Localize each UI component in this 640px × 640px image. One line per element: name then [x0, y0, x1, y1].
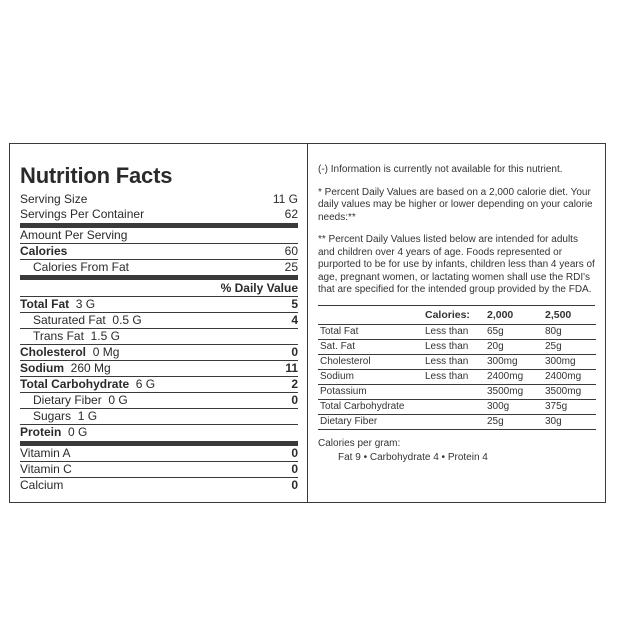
servings-label: Servings Per Container — [20, 207, 145, 221]
vitamin-name: Calcium — [20, 478, 64, 492]
calories-from-fat-label: Calories From Fat — [33, 260, 130, 274]
divider — [20, 275, 298, 280]
table-cell: Less than — [423, 354, 485, 369]
nutrient-name: Total Fat — [20, 297, 70, 311]
calories-from-fat-row — [20, 260, 298, 275]
serving-size-value: 11 G — [272, 192, 298, 206]
nutrient-name: Cholesterol — [20, 345, 87, 359]
table-cell: Less than — [423, 339, 485, 354]
daily-value-header — [20, 281, 298, 296]
nutrient-row — [20, 425, 298, 440]
table-cell: Cholesterol — [318, 354, 423, 369]
table-cell: Sodium — [318, 369, 423, 384]
nutrient-name: Sodium — [20, 361, 64, 375]
table-row — [318, 339, 596, 354]
percent-dv-note: * Percent Daily Values are based on a 2,000 calorie diet. Your daily values may be higher or lower depending on your calorie needs:** — [318, 186, 593, 223]
table-cell: 300g — [485, 399, 543, 414]
table-cell — [423, 399, 485, 414]
table-cell: 2400mg — [485, 369, 543, 384]
nutrient-row — [20, 361, 298, 376]
dv-listed-note: ** Percent Daily Values listed below are intended for adults and children over 4 years of age. Foods represented or purported to be for use by infants, children less than 4 years of age, pregnant women, or lactating women shall use the RDI's that are specified for the intended group provided by the FDA. — [318, 234, 595, 295]
nutrient-row — [20, 409, 298, 424]
nutrient-amount: 1 G — [77, 409, 98, 423]
nutrient-amount: 0 G — [68, 425, 88, 439]
nutrient-amount: 0 Mg — [92, 345, 120, 359]
vitamin-row — [20, 446, 298, 461]
nutrient-amount: 0.5 G — [112, 313, 142, 327]
table-header-cell: Calories: — [425, 308, 470, 321]
table-row — [318, 324, 596, 339]
nutrient-row — [20, 313, 298, 328]
nutrient-name: Dietary Fiber — [33, 393, 102, 407]
servings-value: 62 — [284, 207, 298, 221]
nutrient-row — [20, 377, 298, 392]
table-cell: 20g — [485, 339, 543, 354]
calories-row — [20, 244, 298, 259]
amount-per-serving-label: Amount Per Serving — [20, 228, 128, 242]
table-cell: 300mg — [485, 354, 543, 369]
daily-value-table — [318, 306, 596, 430]
vitamin-row — [20, 478, 298, 493]
calories-per-gram-label: Calories per gram: — [318, 437, 401, 449]
table-cell: 3500mg — [543, 384, 596, 399]
table-header-cell: 2,000 — [487, 308, 514, 321]
nutrition-facts-title: Nutrition Facts — [20, 163, 173, 188]
nutrient-amount: 0 G — [108, 393, 128, 407]
vitamin-row — [20, 462, 298, 477]
table-header-cell — [318, 306, 423, 325]
nutrient-name: Total Carbohydrate — [20, 377, 130, 391]
table-cell: 25g — [543, 339, 596, 354]
table-cell: Potassium — [318, 384, 423, 399]
calories-label: Calories — [20, 244, 68, 258]
calories-from-fat-value: 25 — [284, 260, 298, 274]
notes-text — [318, 144, 595, 297]
table-cell: 80g — [543, 324, 596, 339]
nutrition-facts-column — [10, 144, 308, 502]
table-cell — [423, 414, 485, 429]
table-cell: 2400mg — [543, 369, 596, 384]
table-cell: 300mg — [543, 354, 596, 369]
nutrient-amount: 260 Mg — [70, 361, 111, 375]
table-cell: Less than — [423, 324, 485, 339]
vitamin-name: Vitamin C — [20, 462, 72, 476]
nutrient-row — [20, 345, 298, 360]
servings-per-container-row — [20, 207, 298, 222]
nutrient-dv: 4 — [291, 313, 298, 327]
nutrient-row — [20, 297, 298, 312]
table-cell: 25g — [485, 414, 543, 429]
table-row — [318, 369, 596, 384]
table-row — [318, 384, 596, 399]
serving-size-label: Serving Size — [20, 192, 88, 206]
table-cell: Total Fat — [318, 324, 423, 339]
info-unavailable-note: (-) Information is currently not available for this nutrient. — [318, 164, 563, 175]
table-cell: 65g — [485, 324, 543, 339]
nutrient-dv: 2 — [291, 377, 298, 391]
nutrient-dv: 5 — [291, 297, 298, 311]
table-cell: Dietary Fiber — [318, 414, 423, 429]
nutrient-row — [20, 393, 298, 408]
nutrient-name: Protein — [20, 425, 62, 439]
nutrient-amount: 3 G — [75, 297, 96, 311]
vitamin-name: Vitamin A — [20, 446, 71, 460]
table-cell: Sat. Fat — [318, 339, 423, 354]
table-cell — [423, 384, 485, 399]
table-row — [318, 354, 596, 369]
nutrient-row — [20, 329, 298, 344]
daily-value-notes-column — [308, 144, 605, 502]
calories-per-gram-values: Fat 9 • Carbohydrate 4 • Protein 4 — [338, 451, 488, 463]
nutrient-dv: 11 — [285, 361, 298, 375]
nutrient-dv: 0 — [291, 345, 298, 359]
table-row — [318, 399, 596, 414]
table-cell: 3500mg — [485, 384, 543, 399]
amount-per-serving-row — [20, 228, 298, 243]
table-cell: Total Carbohydrate — [318, 399, 423, 414]
nutrient-name: Trans Fat — [33, 329, 84, 343]
nutrient-dv: 0 — [291, 393, 298, 407]
table-cell: Less than — [423, 369, 485, 384]
vitamin-dv: 0 — [291, 446, 298, 460]
table-header-row — [318, 306, 596, 325]
table-row — [318, 414, 596, 429]
calories-value: 60 — [284, 244, 298, 258]
vitamin-dv: 0 — [291, 462, 298, 476]
nutrition-label-panel — [9, 143, 606, 503]
table-header-cell: 2,500 — [545, 308, 572, 321]
nutrient-amount: 6 G — [135, 377, 156, 391]
table-cell: 30g — [543, 414, 596, 429]
nutrient-amount: 1.5 G — [90, 329, 120, 343]
daily-value-header-label: % Daily Value — [220, 281, 298, 295]
nutrient-name: Sugars — [33, 409, 72, 423]
nutrient-name: Saturated Fat — [33, 313, 106, 327]
table-cell: 375g — [543, 399, 596, 414]
vitamin-dv: 0 — [291, 478, 298, 492]
serving-size-row — [20, 192, 298, 207]
